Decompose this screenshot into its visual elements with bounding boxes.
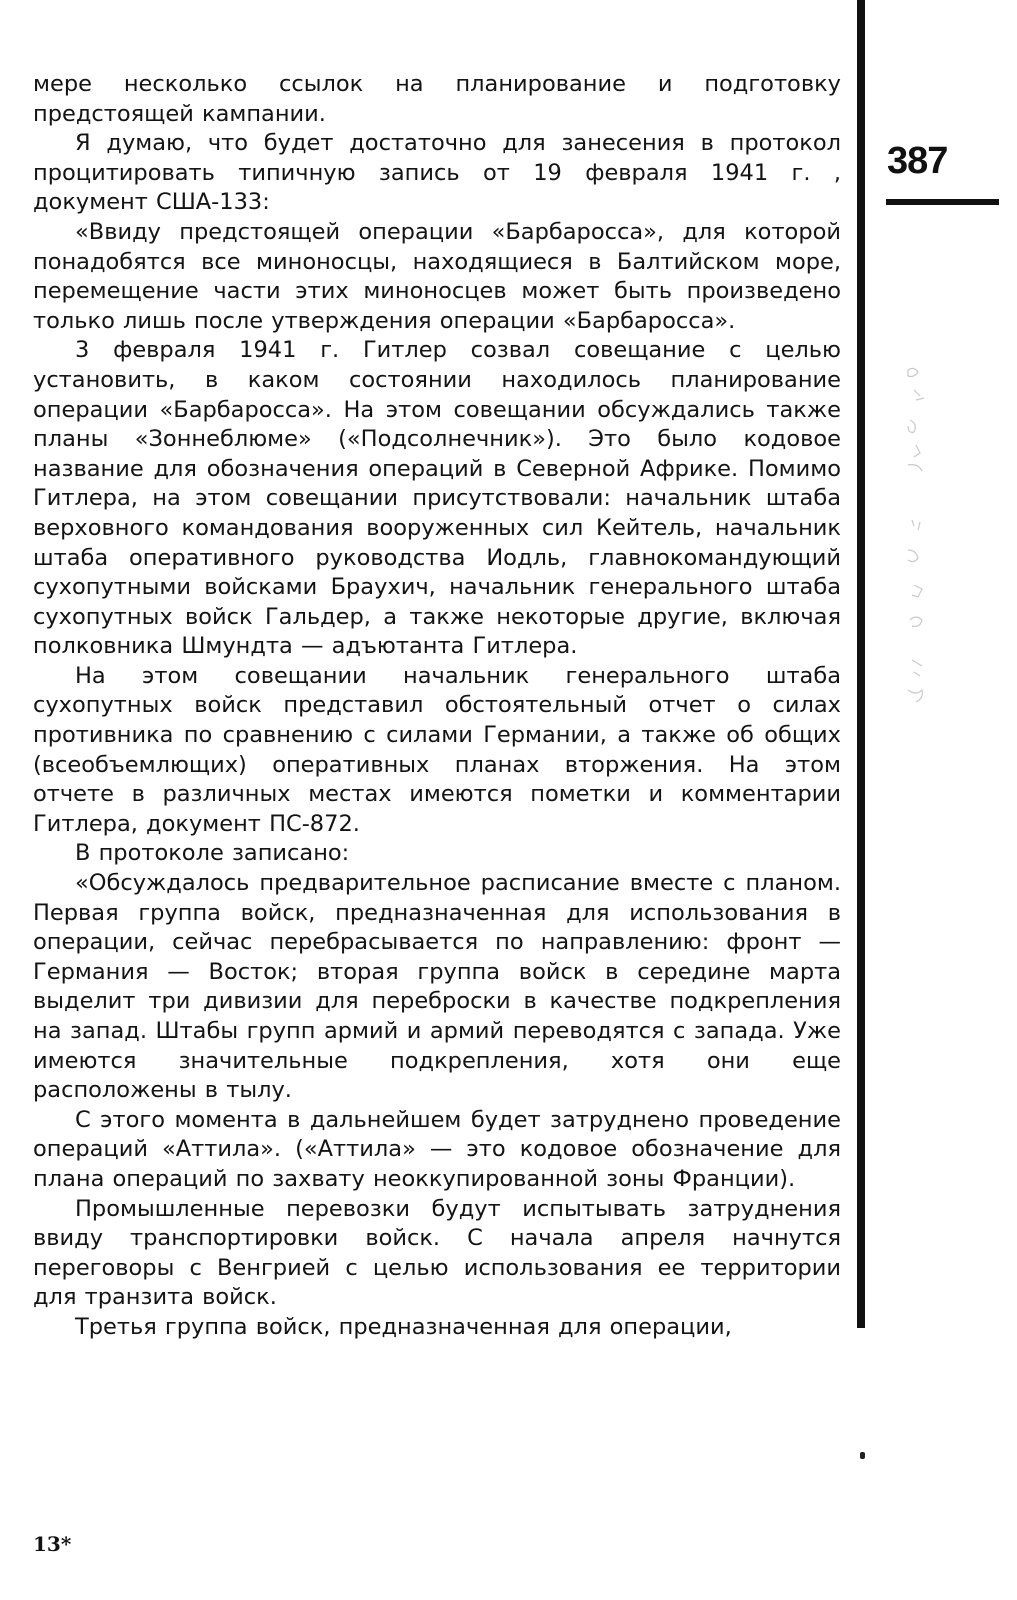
page-number-underline <box>886 199 999 205</box>
paragraph-1: мере несколько ссылок на планирование и подготовку предстоящей кампании. <box>33 71 841 127</box>
paragraph-3: «Ввиду предстоящей операции «Барбаросса», для которой понадобятся все миноносцы, находящиеся в Балтийском море, перемещение части этих миноносцев может быть произведено только лишь после утверждения операции «Барбаросса». <box>33 218 841 334</box>
paragraph-9: Промышленные перевозки будут испытывать затруднения ввиду транспортировки войск. С начала апреля начнутся переговоры с Венгрией с целью использования ее территории для транзита войск. <box>33 1195 841 1311</box>
main-text-column <box>33 70 841 1343</box>
paragraph-4: 3 февраля 1941 г. Гитлер созвал совещание с целью установить, в каком состоянии находилось планирование операции «Барбаросса». На этом совещании обсуждались также планы «Зоннеблюме» («Подсолнечник»). Это было кодовое название для обозначения операций в Северной Африке. Помимо Гитлера, на этом совещании присутствовали: начальник штаба верховного командования вооруженных сил Кейтель, начальник штаба оперативного руководства Иодль, главнокомандующий сухопутными войсками Браухич, начальник генерального штаба сухопутных войск Гальдер, а также некоторые другие, включая полковника Шмундта — адъютанта Гитлера. <box>33 337 841 660</box>
paragraph-2: Я думаю, что будет достаточно для занесения в протокол процитировать типичную запись от 19 февраля 1941 г. , документ США-133: <box>33 130 841 216</box>
margin-dot-mark <box>860 1452 865 1459</box>
paragraph-7: «Обсуждалось предварительное расписание вместе с планом. Первая группа войск, предназначенная для использования в операции, сейчас перебрасывается по направлению: фронт — Германия — Восток; вторая группа войск в середине марта выделит три дивизии для переброски в качестве подкрепления на запад. Штабы групп армий и армий переводятся с запада. Уже имеются значительные подкрепления, хотя они еще расположены в тылу. <box>33 870 841 1104</box>
margin-vertical-rule <box>857 0 865 1328</box>
printer-signature-mark: 13* <box>33 1532 72 1556</box>
paragraph-5: На этом совещании начальник генерального штаба сухопутных войск представил обстоятельный отчет о силах противника по сравнению с силами Германии, а также об общих (всеобъемлющих) оперативных планах вторжения. На этом отчете в различных местах имеются пометки и комментарии Гитлера, документ ПС-872. <box>33 662 841 837</box>
paragraph-6: В протоколе записано: <box>75 840 350 867</box>
paragraph-8: С этого момента в дальнейшем будет затруднено проведение операций «Аттила». («Аттила» — это кодовое обозначение для плана операций по захвату неоккупированной зоны Франции). <box>33 1106 841 1192</box>
faded-library-stamp <box>900 360 936 720</box>
page-number: 387 <box>887 140 948 182</box>
paragraph-10: Третья группа войск, предназначенная для операции, <box>75 1313 732 1340</box>
